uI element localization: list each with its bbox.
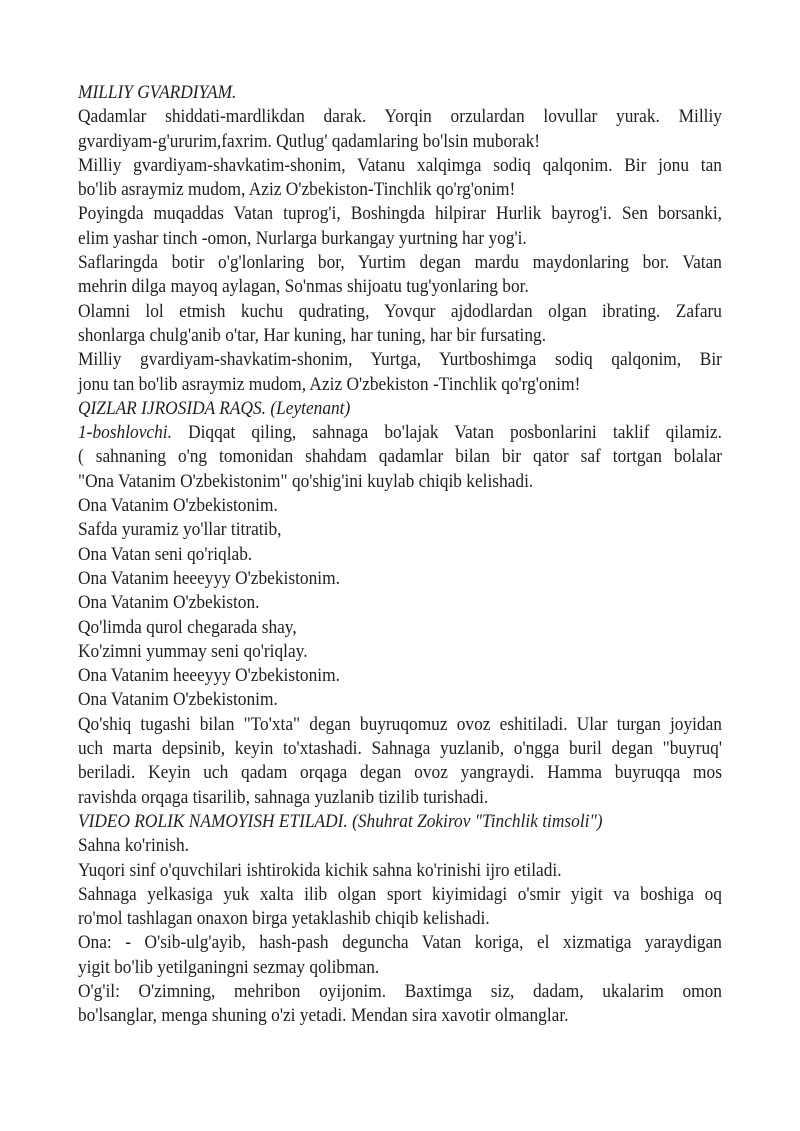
heading-milliy-gvardiyam xyxy=(78,81,722,105)
text-line: MILLIY GVARDIYAM. xyxy=(78,82,237,103)
text-line: yigit bo'lib yetilganingni sezmay qolibman. xyxy=(78,956,380,978)
text-line: Sahna ko'rinish. xyxy=(78,835,190,857)
text-line: Olamni lol etmish kuchu qudrating, Yovqur ajdodlardan olgan ibrating. Zafaru xyxy=(78,300,722,322)
para-milliy-refrain-2 xyxy=(78,348,722,397)
text-line: Poyingda muqaddas Vatan tuprog'i, Boshingda hilpirar Hurlik bayrog'i. Sen borsanki, xyxy=(78,203,722,225)
para-yuqori-sinf xyxy=(78,859,722,883)
song-line-8 xyxy=(78,664,722,688)
para-qadamlar-verse xyxy=(78,105,722,154)
text-line: Ona Vatanim heeeyyy O'zbekistonim. xyxy=(78,567,340,589)
text-line: VIDEO ROLIK NAMOYISH ETILADI. (Shuhrat Zokirov "Tinchlik timsoli") xyxy=(78,810,603,832)
text-line: Qo'limda qurol chegarada shay, xyxy=(78,616,297,638)
text-line: ravishda orqaga tisarilib, sahnaga yuzlanib tizilib turishadi. xyxy=(78,786,489,808)
text-line: O'g'il: O'zimning, mehribon oyijonim. Baxtimga siz, dadam, ukalarim omon xyxy=(78,980,722,1002)
text-line: Safda yuramiz yo'llar titratib, xyxy=(78,519,282,541)
text-line: Ona Vatanim O'zbekiston. xyxy=(78,592,260,614)
para-sahnaga-yelkasiga xyxy=(78,883,722,932)
para-olamni-verse xyxy=(78,300,722,349)
text-line: Ona Vatan seni qo'riqlab. xyxy=(78,543,253,565)
text-line: beriladi. Keyin uch qadam orqaga degan ovoz yangraydi. Hamma buyruqqa mos xyxy=(78,762,722,784)
para-ogil-dialog xyxy=(78,980,722,1029)
text-line: Ona Vatanim O'zbekistonim. xyxy=(78,689,278,711)
text-line: Ona Vatanim O'zbekistonim. xyxy=(78,495,278,517)
text-line: uch marta depsinib, keyin to'xtashadi. Sahnaga yuzlanib, o'ngga buril degan "buyruq' xyxy=(78,738,722,760)
para-poyingda-verse xyxy=(78,202,722,251)
para-sahna-korinish xyxy=(78,834,722,858)
text-line: Ko'zimni yummay seni qo'riqlay. xyxy=(78,640,308,662)
para-boshlovchi-intro xyxy=(78,421,722,494)
text-line: elim yashar tinch -omon, Nurlarga burkangay yurtning har yog'i. xyxy=(78,227,527,249)
song-line-1 xyxy=(78,494,722,518)
text-line: bo'lsanglar, menga shuning o'zi yetadi. Mendan sira xavotir olmanglar. xyxy=(78,1005,569,1027)
speaker-label: 1-boshlovchi. xyxy=(78,422,172,444)
text-line: bo'lib asraymiz mudom, Aziz O'zbekiston-Tinchlik qo'rg'onim! xyxy=(78,179,516,201)
text-line: ro'mol tashlagan onaxon birga yetaklashib chiqib kelishadi. xyxy=(78,908,490,930)
text-line: Sahnaga yelkasiga yuk xalta ilib olgan sport kiyimidagi o'smir yigit va boshiga oq xyxy=(78,883,722,905)
document-text xyxy=(78,81,722,1029)
heading-qizlar-raqs xyxy=(78,397,722,421)
text-line: QIZLAR IJROSIDA RAQS. (Leytenant) xyxy=(78,397,351,419)
text-line xyxy=(78,421,722,445)
text-line: Yuqori sinf o'quvchilari ishtirokida kichik sahna ko'rinishi ijro etiladi. xyxy=(78,859,562,881)
para-qoshiq-tugashi xyxy=(78,713,722,810)
text-line: Saflaringda botir o'g'lonlaring bor, Yurtim degan mardu maydonlaring bor. Vatan xyxy=(78,252,722,274)
text-line: Qo'shiq tugashi bilan "To'xta" degan buyruqomuz ovoz eshitiladi. Ular turgan joyidan xyxy=(78,713,722,735)
text-line: mehrin dilga mayoq aylagan, So'nmas shijoatu tug'yonlaring bor. xyxy=(78,276,529,298)
para-milliy-refrain-1 xyxy=(78,154,722,203)
heading-video-rolik xyxy=(78,810,722,834)
text-line: "Ona Vatanim O'zbekistonim" qo'shig'ini kuylab chiqib kelishadi. xyxy=(78,470,534,492)
song-line-6 xyxy=(78,616,722,640)
text-segment: Diqqat qiling, sahnaga bo'lajak Vatan posbonlarini taklif qilamiz. xyxy=(171,422,722,444)
text-line: Ona Vatanim heeeyyy O'zbekistonim. xyxy=(78,665,340,687)
song-line-9 xyxy=(78,688,722,712)
text-line: gvardiyam-g'ururim,faxrim. Qutlug' qadamlaring bo'lsin muborak! xyxy=(78,130,541,152)
text-line: Qadamlar shiddati-mardlikdan darak. Yorqin orzulardan lovullar yurak. Milliy xyxy=(78,106,722,128)
song-line-2 xyxy=(78,518,722,542)
para-ona-dialog xyxy=(78,931,722,980)
song-line-5 xyxy=(78,591,722,615)
song-line-3 xyxy=(78,543,722,567)
text-line: shonlarga chulg'anib o'tar, Har kuning, har tuning, har bir fursating. xyxy=(78,324,547,346)
text-line: ( sahnaning o'ng tomonidan shahdam qadamlar bilan bir qator saf tortgan bolalar xyxy=(78,446,722,468)
song-line-7 xyxy=(78,640,722,664)
text-line: Milliy gvardiyam-shavkatim-shonim, Yurtga, Yurtboshimga sodiq qalqonim, Bir xyxy=(78,349,722,371)
text-line: jonu tan bo'lib asraymiz mudom, Aziz O'zbekiston -Tinchlik qo'rg'onim! xyxy=(78,373,581,395)
song-line-4 xyxy=(78,567,722,591)
text-line: Milliy gvardiyam-shavkatim-shonim, Vatanu xalqimga sodiq qalqonim. Bir jonu tan xyxy=(78,154,722,176)
para-saflaringda-verse xyxy=(78,251,722,300)
text-line: Ona: - O'sib-ulg'ayib, hash-pash deguncha Vatan koriga, el xizmatiga yaraydigan xyxy=(78,932,722,954)
